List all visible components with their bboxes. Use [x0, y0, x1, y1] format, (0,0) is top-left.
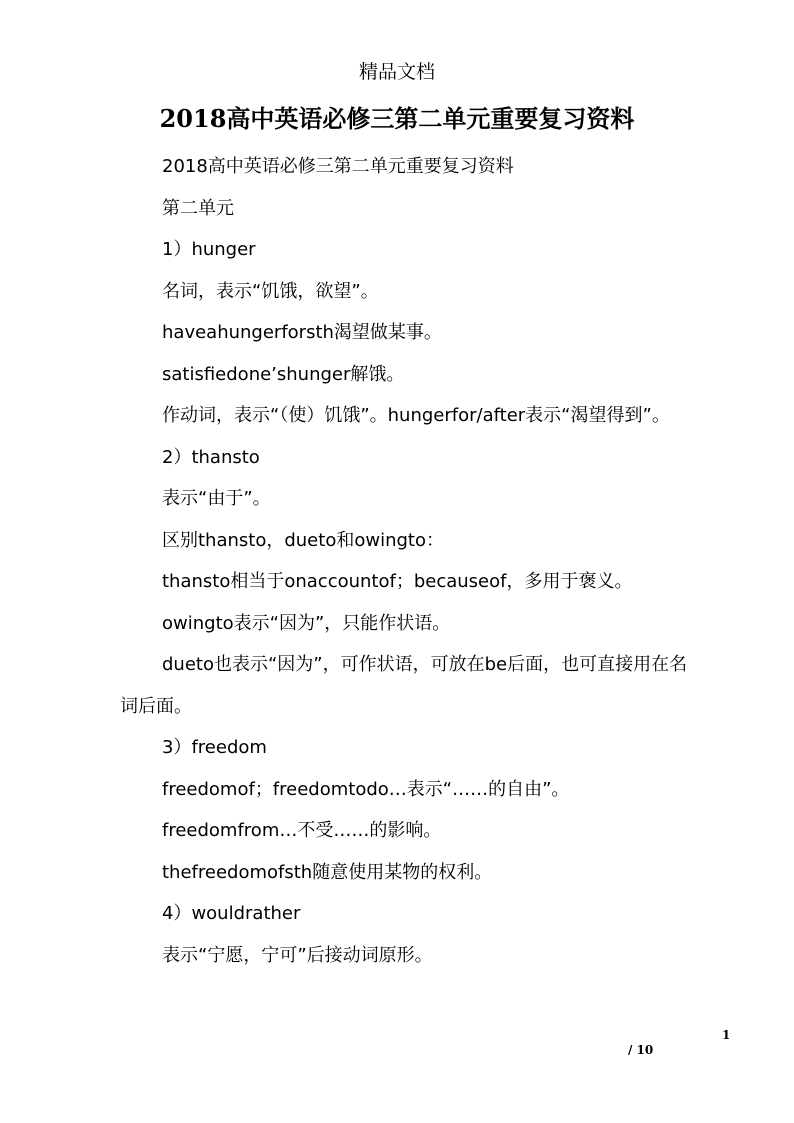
- paragraph: 区别thansto，dueto和owingto：: [162, 529, 444, 551]
- page-header: 精品文档: [358, 61, 435, 83]
- paragraph: satisfiedone’shunger解饿。: [162, 363, 405, 385]
- paragraph: dueto也表示“因为”，可作状语，可放在be后面，也可直接用在名词后面。: [120, 654, 688, 717]
- paragraph: owingto表示“因为”，只能作状语。: [162, 612, 451, 634]
- page-total: / 10: [628, 1043, 654, 1057]
- paragraph: thefreedomofsth随意使用某物的权利。: [162, 861, 493, 883]
- paragraph-item-1-heading: 1）hunger: [162, 239, 256, 260]
- paragraph-item-4-heading: 4）wouldrather: [162, 903, 301, 924]
- paragraph-subtitle: 2018高中英语必修三第二单元重要复习资料: [162, 156, 514, 177]
- paragraph: haveahungerforsth渴望做某事。: [162, 322, 442, 343]
- paragraph: 表示“由于”。: [162, 488, 271, 509]
- document-title: 2018高中英语必修三第二单元重要复习资料: [159, 104, 635, 133]
- paragraph-item-2-heading: 2）thansto: [162, 446, 260, 468]
- page-number: 1: [722, 1028, 731, 1042]
- paragraph-unit: 第二单元: [162, 197, 234, 219]
- paragraph: freedomof；freedomtodo…表示“……的自由”。: [162, 778, 570, 800]
- paragraph: 作动词，表示“（使）饥饿”。hungerfor/after表示“渴望得到”。: [162, 405, 670, 426]
- paragraph: thansto相当于onaccountof；becauseof，多用于褒义。: [162, 571, 633, 592]
- paragraph: 名词，表示“饥饿，欲望”。: [162, 280, 379, 302]
- paragraph: freedomfrom…不受……的影响。: [162, 820, 442, 841]
- paragraph-item-3-heading: 3）freedom: [162, 737, 267, 758]
- paragraph: 表示“宁愿，宁可”后接动词原形。: [162, 944, 433, 966]
- document-body: [120, 146, 700, 976]
